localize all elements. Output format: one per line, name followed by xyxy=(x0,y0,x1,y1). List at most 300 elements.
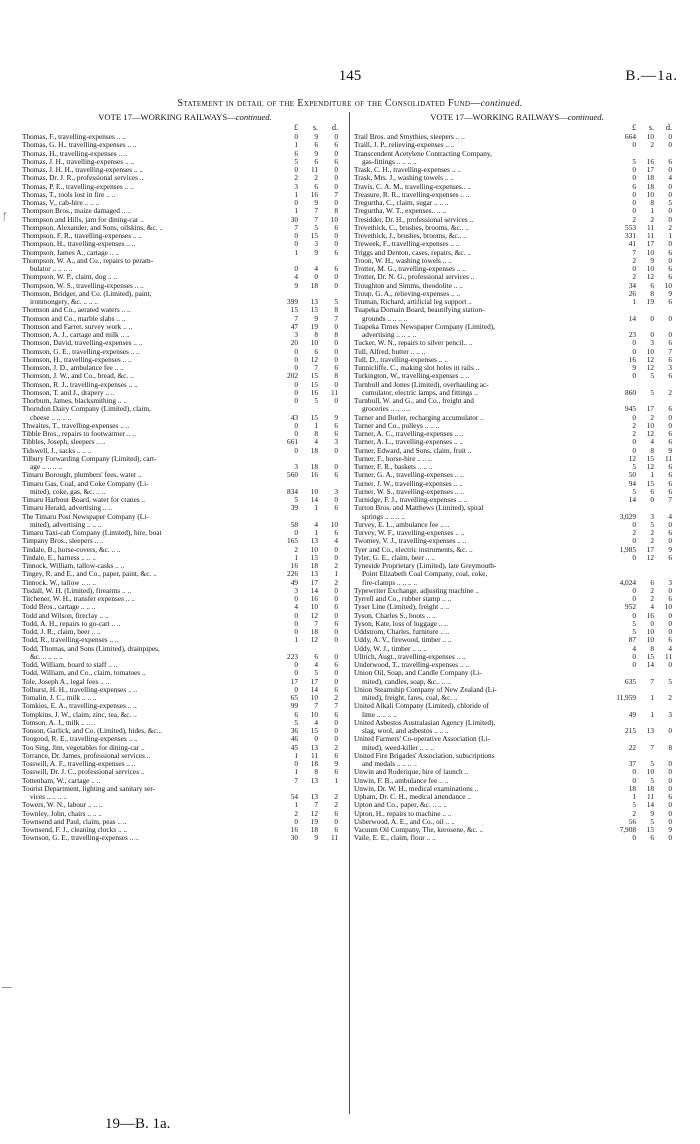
entry-description: Triggs and Denton, cases, repairs, &c. .. xyxy=(354,248,471,257)
entry-pounds: 36 xyxy=(290,726,298,735)
entry-pence: 0 xyxy=(334,544,338,554)
ledger-entry xyxy=(22,636,348,644)
entry-pounds: 0 xyxy=(294,264,298,273)
ledger-entry xyxy=(22,397,348,405)
entry-pounds: 3,029 xyxy=(619,511,636,521)
entry-description: Thomson and Co., marble slabs .. .. xyxy=(22,314,126,323)
entry-pounds: 6 xyxy=(632,181,636,191)
entry-pounds: 16 xyxy=(290,825,298,834)
entry-pounds: 0 xyxy=(632,140,636,150)
entry-shillings: 8 xyxy=(650,445,654,455)
ledger-entry xyxy=(22,150,348,158)
entry-shillings: 15 xyxy=(646,453,654,463)
entry-pounds: 0 xyxy=(632,264,636,273)
entry-pounds: 0 xyxy=(632,338,636,348)
ledger-entry xyxy=(22,471,348,479)
entry-pounds: 6 xyxy=(294,148,298,158)
entry-pence: 0 xyxy=(668,255,672,265)
ledger-entry xyxy=(22,463,348,471)
entry-pounds: 2 xyxy=(632,420,636,430)
entry-description: Tourist Department, lighting and sanitary ser- xyxy=(22,784,156,793)
ledger-entry xyxy=(354,636,680,644)
entry-description: Uddstrom, Charles, furniture .. .. xyxy=(354,628,450,636)
entry-pence: 0 xyxy=(334,816,338,826)
entry-description: Turner, Edward, and Sons, claim, fruit .. xyxy=(354,446,472,455)
entry-pence: 4 xyxy=(668,511,672,521)
entry-pounds: 1 xyxy=(294,800,298,810)
entry-pounds: 0 xyxy=(294,618,298,628)
entry-shillings: 9 xyxy=(650,808,654,818)
entry-pence: 6 xyxy=(668,486,672,496)
entry-pence: 0 xyxy=(334,379,338,389)
entry-pence: 0 xyxy=(334,585,338,595)
entry-pence: 6 xyxy=(668,552,672,562)
entry-pounds: 0 xyxy=(632,519,636,529)
entry-pounds: 0 xyxy=(294,132,298,141)
entry-shillings: 2 xyxy=(650,585,654,595)
entry-pounds: 5 xyxy=(632,156,636,166)
entry-pounds: 7 xyxy=(294,313,298,323)
entry-shillings: 16 xyxy=(310,594,318,603)
entry-shillings: 0 xyxy=(314,272,318,282)
ledger-entry xyxy=(22,356,348,364)
entry-shillings: 9 xyxy=(650,255,654,265)
entry-description: Thompson Bros., maize damaged .. .. xyxy=(22,207,131,216)
entry-pounds: 664 xyxy=(625,132,636,141)
entry-shillings: 10 xyxy=(646,264,654,273)
entry-shillings: 4 xyxy=(314,660,318,669)
entry-shillings: 7 xyxy=(314,618,318,628)
entry-pounds: 0 xyxy=(632,610,636,620)
entry-shillings: 9 xyxy=(314,198,318,207)
entry-pence: 0 xyxy=(668,189,672,199)
entry-pence: 0 xyxy=(668,519,672,529)
entry-pounds: 0 xyxy=(632,412,636,422)
ledger-entry xyxy=(22,232,348,240)
ledger-entry xyxy=(22,529,348,537)
entry-shillings: 8 xyxy=(314,767,318,777)
entry-description: Titchener, W. H., transfer expenses .. .. xyxy=(22,595,135,603)
entry-description: Turkington, W., travelling-expenses .. .. xyxy=(354,372,470,381)
entry-pence: 1 xyxy=(334,775,338,785)
entry-pence: 8 xyxy=(334,371,338,381)
entry-pounds: 23 xyxy=(628,330,636,339)
ledger-entry xyxy=(354,290,680,298)
entry-description: Thompson and Hills, jam for dining-car .. xyxy=(22,215,144,224)
entry-pence: 1 xyxy=(668,231,672,240)
entry-shillings: 6 xyxy=(650,577,654,587)
ledger-entry xyxy=(354,661,680,669)
entry-shillings: 13 xyxy=(310,792,318,801)
entry-description: Thomson, J. D., ambulance fee .. .. xyxy=(22,364,124,372)
ledger-entry xyxy=(22,166,348,174)
entry-pounds: 165 xyxy=(287,536,298,546)
ledger-entry xyxy=(22,801,348,809)
entry-description: Thwaites, T., travelling-expenses .. .. xyxy=(22,421,130,430)
entry-shillings: 2 xyxy=(314,173,318,183)
left-entries xyxy=(22,133,348,843)
entry-description: Trask, Mrs. J., washing towels .. .. xyxy=(354,174,454,183)
entry-shillings: 5 xyxy=(314,668,318,678)
ledger-entry xyxy=(22,785,348,793)
entry-pounds: 0 xyxy=(294,387,298,397)
entry-shillings: 4 xyxy=(314,437,318,447)
entry-description: Thomson, J. W., and Co., bread, &c. .. xyxy=(22,372,134,381)
entry-pence: 2 xyxy=(334,792,338,801)
entry-pence: 3 xyxy=(668,709,672,719)
ledger-entry xyxy=(22,315,348,323)
entry-description: Thomson, H., travelling-expenses .. .. xyxy=(22,355,132,364)
entry-description: Thompson, W. P., claim, dog .. .. xyxy=(22,273,118,282)
entry-description: Transcendent Acetylene Contracting Company, xyxy=(354,149,492,158)
entry-pence: 11 xyxy=(330,833,338,843)
entry-pence: 2 xyxy=(334,561,338,570)
entry-pence: 6 xyxy=(668,462,672,471)
entry-pounds: 7 xyxy=(294,222,298,232)
entry-pence: 8 xyxy=(334,206,338,216)
right-column xyxy=(354,111,680,843)
entry-pounds: 49 xyxy=(628,709,636,719)
ledger-entry xyxy=(22,504,348,512)
entry-pence: 6 xyxy=(334,140,338,150)
entry-pence: 6 xyxy=(334,222,338,232)
entry-shillings: 9 xyxy=(314,132,318,141)
entry-shillings: 11 xyxy=(646,792,654,801)
entry-description: Tuapeka Times Newspaper Company (Limited), xyxy=(354,322,495,331)
entry-pounds: 3 xyxy=(294,585,298,595)
entry-shillings: 14 xyxy=(646,660,654,669)
pence-unit: d. xyxy=(332,123,338,132)
entry-pence: 6 xyxy=(668,297,672,306)
entry-description: and medals .. .. .. .. xyxy=(362,760,417,768)
ledger-entry xyxy=(354,521,680,529)
entry-description: Todd, Thomas, and Sons (Limited), drainpipes, xyxy=(22,644,160,653)
ledger-entry xyxy=(354,727,680,735)
entry-description: Tregurtha, W. T., expenses.. .. .. xyxy=(354,207,447,216)
entry-description: Tomson, A. J., milk .. .. .. xyxy=(22,718,96,727)
entry-pounds: 0 xyxy=(632,346,636,356)
entry-pence: 6 xyxy=(668,478,672,488)
entry-shillings: 12 xyxy=(310,354,318,364)
entry-pence: 11 xyxy=(664,651,672,661)
entry-pounds: 6 xyxy=(294,709,298,719)
entry-shillings: 7 xyxy=(314,701,318,711)
ledger-entry xyxy=(354,826,680,834)
entry-pence: 0 xyxy=(668,618,672,628)
ledger-entry xyxy=(354,711,680,719)
entry-pounds: 22 xyxy=(628,742,636,752)
ledger-entry xyxy=(22,653,348,661)
entry-shillings: 1 xyxy=(314,420,318,430)
ledger-entry xyxy=(354,834,680,842)
ledger-entry xyxy=(22,364,348,372)
entry-pounds: 0 xyxy=(294,354,298,364)
entry-pounds: 5 xyxy=(294,156,298,166)
ledger-entry xyxy=(22,496,348,504)
entry-shillings: 10 xyxy=(646,189,654,199)
entry-shillings: 16 xyxy=(310,387,318,397)
entry-pounds: 7 xyxy=(294,775,298,785)
ledger-entry xyxy=(22,405,348,413)
entry-shillings: 2 xyxy=(650,140,654,150)
entry-pounds: 58 xyxy=(290,519,298,529)
entry-description: Todd, R., travelling-expenses .. .. xyxy=(22,636,119,645)
entry-shillings: 2 xyxy=(650,412,654,422)
ledger-entry xyxy=(22,711,348,719)
entry-shillings: 15 xyxy=(310,379,318,389)
entry-shillings: 5 xyxy=(650,371,654,381)
entry-pence: 0 xyxy=(334,594,338,603)
entry-pence: 3 xyxy=(334,437,338,447)
vote-heading: VOTE 17—WORKING RAILWAYS— xyxy=(430,112,568,122)
entry-shillings: 10 xyxy=(646,132,654,141)
entry-description: Thompson, H., travelling-expenses .. .. xyxy=(22,240,136,249)
entry-description: Townsend, F. J., cleaning clocks .. .. xyxy=(22,826,128,834)
entry-description: Todd, A. H., repairs to go-cart .. .. xyxy=(22,619,121,628)
entry-shillings: 17 xyxy=(646,239,654,249)
entry-pounds: 2 xyxy=(632,528,636,537)
entry-pence: 0 xyxy=(668,239,672,249)
entry-pounds: 4,024 xyxy=(619,577,636,587)
entry-pence: 0 xyxy=(334,495,338,504)
entry-description: Tindale, B., horse-covers, &c. .. .. xyxy=(22,545,121,554)
entry-description: Turner, G. A., travelling-expenses .. .. xyxy=(354,471,464,480)
entry-pounds: 46 xyxy=(290,734,298,744)
entry-pence: 0 xyxy=(334,272,338,282)
entry-shillings: 10 xyxy=(646,420,654,430)
ledger-entry xyxy=(22,620,348,628)
entry-pounds: 3 xyxy=(294,462,298,471)
ledger-entry xyxy=(22,546,348,554)
entry-description: Turner, J. W., travelling-expenses .. .. xyxy=(354,479,463,488)
ledger-entry xyxy=(22,447,348,455)
entry-pence: 3 xyxy=(668,363,672,372)
entry-shillings: 12 xyxy=(646,354,654,364)
entry-description: fire-clamps .. .. .. .. xyxy=(362,578,418,587)
entry-description: Upham, Dr. C. H., medical attendance .. xyxy=(354,793,471,801)
entry-pence: 6 xyxy=(668,792,672,801)
entry-pence: 0 xyxy=(668,759,672,768)
page-footer: 19—B. 1a. xyxy=(105,1116,171,1132)
ledger-entry xyxy=(354,546,680,554)
ledger-entry xyxy=(354,455,680,463)
entry-shillings: 10 xyxy=(646,346,654,356)
entry-description: Turner, F. R., baskets .. .. .. xyxy=(354,463,433,471)
entry-shillings: 18 xyxy=(310,561,318,570)
entry-pounds: 0 xyxy=(294,816,298,826)
entry-shillings: 10 xyxy=(310,709,318,719)
entry-pence: 4 xyxy=(668,643,672,653)
entry-pence: 0 xyxy=(334,676,338,686)
entry-shillings: 15 xyxy=(646,651,654,661)
ledger-entry xyxy=(22,430,348,438)
entry-description: Timaru Harbour Board, water for cranes .. xyxy=(22,496,146,504)
entry-pounds: 553 xyxy=(625,222,636,232)
entry-description: mited), weed-killer .. .. .. xyxy=(362,743,435,752)
entry-description: The Timaru Post Newspaper Company (Li- xyxy=(22,512,149,521)
entry-shillings: 18 xyxy=(310,627,318,636)
entry-pence: 6 xyxy=(668,247,672,257)
entry-pounds: 560 xyxy=(287,470,298,480)
ledger-entry xyxy=(22,694,348,702)
column-divider xyxy=(349,112,350,1114)
ledger-entry xyxy=(22,282,348,290)
ledger-entry xyxy=(22,818,348,826)
entry-description: Turner, W. S., travelling-expenses .. .. xyxy=(354,487,464,496)
entry-shillings: 14 xyxy=(310,684,318,694)
entry-pounds: 14 xyxy=(628,313,636,323)
entry-description: Tibble Bros., repairs to footwarmer .. .. xyxy=(22,430,137,438)
ledger-entry xyxy=(22,669,348,677)
entry-description: Trail Bros. and Smythies, sleepers .. .. xyxy=(354,133,465,141)
ledger-entry xyxy=(22,257,348,265)
entry-pence: 0 xyxy=(668,610,672,620)
entry-pounds: 3 xyxy=(294,181,298,191)
ledger-entry xyxy=(22,760,348,768)
entry-description: Timaru Gas, Coal, and Coke Company (Li- xyxy=(22,479,149,488)
entry-description: Thomson and Co., aerated waters .. .. xyxy=(22,306,131,315)
ledger-entry xyxy=(354,579,680,587)
ledger-entry xyxy=(354,496,680,504)
entry-description: slag, wool, and asbestos .. .. .. xyxy=(362,727,449,735)
entry-shillings: 11 xyxy=(310,750,318,760)
entry-pence: 2 xyxy=(334,577,338,587)
entry-pounds: 5 xyxy=(632,462,636,471)
entry-pounds: 0 xyxy=(632,833,636,843)
entry-pounds: 4 xyxy=(294,272,298,282)
entry-shillings: 3 xyxy=(650,511,654,521)
entry-description: Tosswill, A. F., travelling-expenses .. .. xyxy=(22,760,136,768)
entry-pence: 6 xyxy=(334,767,338,777)
entry-pounds: 94 xyxy=(628,478,636,488)
entry-shillings: 18 xyxy=(310,759,318,768)
entry-pence: 7 xyxy=(668,495,672,504)
entry-shillings: 18 xyxy=(310,825,318,834)
entry-pounds: 2 xyxy=(632,255,636,265)
ledger-entry xyxy=(22,793,348,801)
ledger-entry xyxy=(354,785,680,793)
entry-description: Vaile, E. E., claim, flour .. .. xyxy=(354,834,436,843)
entry-pence: 6 xyxy=(334,429,338,438)
entry-description: Timaru Herald, advertising .. .. xyxy=(22,504,112,513)
entry-pounds: 45 xyxy=(290,742,298,752)
entry-description: gas-fittings .. .. .. .. xyxy=(362,157,417,166)
entry-description: Thomas, H., travelling-expenses .. .. xyxy=(22,149,128,158)
entry-description: Todd, J. R., claim, beer .. .. xyxy=(22,628,101,636)
entry-description: Timpany Bros., sleepers .. .. xyxy=(22,537,104,546)
entry-description: Truman, Richard, artificial leg support .. xyxy=(354,298,472,306)
entry-shillings: 10 xyxy=(646,247,654,257)
ledger-entry xyxy=(22,331,348,339)
entry-pounds: 1 xyxy=(294,552,298,562)
entry-description: Tingey, R. and E., and Co., paper, paint, &c. .. xyxy=(22,570,157,579)
ledger-entry xyxy=(354,158,680,166)
entry-description: Tresidder, Dr. H., professional services .. xyxy=(354,215,474,224)
ledger-entry xyxy=(354,166,680,174)
entry-pence: 11 xyxy=(664,453,672,463)
entry-description: Turvey, E. L., ambulance fee .. .. xyxy=(354,520,450,529)
entry-shillings: 6 xyxy=(314,346,318,356)
entry-pence: 0 xyxy=(334,280,338,290)
ledger-entry xyxy=(354,603,680,611)
entry-description: Upton and Co., paper, &c. .. .. .. xyxy=(354,801,448,810)
entry-pounds: 945 xyxy=(625,404,636,414)
entry-shillings: 13 xyxy=(310,569,318,579)
entry-pence: 6 xyxy=(334,618,338,628)
entry-pence: 9 xyxy=(668,445,672,455)
ledger-entry xyxy=(354,768,680,776)
entry-pounds: 5 xyxy=(632,800,636,810)
entry-description: Typewriter Exchange, adjusting machine .. xyxy=(354,586,479,595)
entry-description: cumulator, electric lamps, and fittings .. xyxy=(362,388,478,397)
entry-shillings: 7 xyxy=(650,742,654,752)
entry-pounds: 30 xyxy=(290,214,298,224)
ledger-entry xyxy=(22,488,348,496)
entry-description: Ullrich, Augt., travelling-expenses .. .. xyxy=(354,652,466,661)
entry-pounds: 2 xyxy=(294,173,298,183)
entry-shillings: 12 xyxy=(310,635,318,645)
entry-shillings: 0 xyxy=(314,734,318,744)
ledger-entry xyxy=(22,249,348,257)
entry-description: Tull, Alfred, butter .. .. .. xyxy=(354,347,426,356)
entry-description: Tole, Joseph A., legal fees .. .. xyxy=(22,677,110,686)
entry-pence: 0 xyxy=(334,627,338,636)
entry-shillings: 8 xyxy=(650,288,654,298)
entry-pence: 0 xyxy=(334,610,338,620)
margin-mark: — xyxy=(2,982,12,993)
entry-description: Thomson, G. E., travelling-expenses .. .. xyxy=(22,347,140,356)
entry-description: mited), candles, soap, &c.. .. .. xyxy=(362,677,451,686)
ledger-entry xyxy=(354,513,680,521)
entry-description: Turvey, W. F., travelling-expenses .. .. xyxy=(354,529,465,537)
entry-description: vices .. .. .. .. xyxy=(30,793,67,801)
entry-description: Thomas, J. H., travelling-expenses .. .. xyxy=(22,157,135,166)
ledger-entry xyxy=(354,793,680,801)
entry-shillings: 6 xyxy=(314,140,318,150)
entry-pence: 2 xyxy=(334,693,338,702)
entry-pounds: 49 xyxy=(290,577,298,587)
entry-pounds: 215 xyxy=(625,726,636,735)
entry-shillings: 5 xyxy=(314,396,318,405)
entry-pounds: 834 xyxy=(287,486,298,496)
entry-pounds: 0 xyxy=(294,445,298,455)
entry-pence: 6 xyxy=(334,420,338,430)
entry-description: Trotter, Dr. N. G., professional services .. xyxy=(354,273,475,282)
ledger-entry xyxy=(354,191,680,199)
currency-units xyxy=(22,123,348,133)
entry-shillings: 7 xyxy=(314,800,318,810)
entry-description: Tidswell, J., sacks .. .. .. xyxy=(22,446,92,455)
entry-description: Treasure, R. R., travelling-expenses .. .. xyxy=(354,190,470,199)
ledger-entry xyxy=(354,183,680,191)
entry-description: United Alkali Company (Limited), chloride of xyxy=(354,702,489,711)
ledger-entry xyxy=(354,562,680,570)
entry-description: Tisdall, W. H. (Limited), firearms .. .. xyxy=(22,586,132,595)
entry-pounds: 30 xyxy=(290,833,298,843)
entry-description: Thomson, Bridger, and Co. (Limited), paint, xyxy=(22,289,152,298)
shillings-unit: s. xyxy=(648,123,654,132)
entry-pounds: 0 xyxy=(632,189,636,199)
ledger-entry xyxy=(22,438,348,446)
entry-pence: 7 xyxy=(334,313,338,323)
entry-pence: 2 xyxy=(334,800,338,810)
entry-pounds: 0 xyxy=(632,594,636,603)
entry-shillings: 3 xyxy=(314,239,318,249)
entry-description: Thompson, James A., cartage .. .. xyxy=(22,248,119,257)
entry-pounds: 15 xyxy=(290,305,298,315)
entry-pounds: 0 xyxy=(294,684,298,694)
entry-description: Tyser Line (Limited), freight .. .. xyxy=(354,603,450,612)
